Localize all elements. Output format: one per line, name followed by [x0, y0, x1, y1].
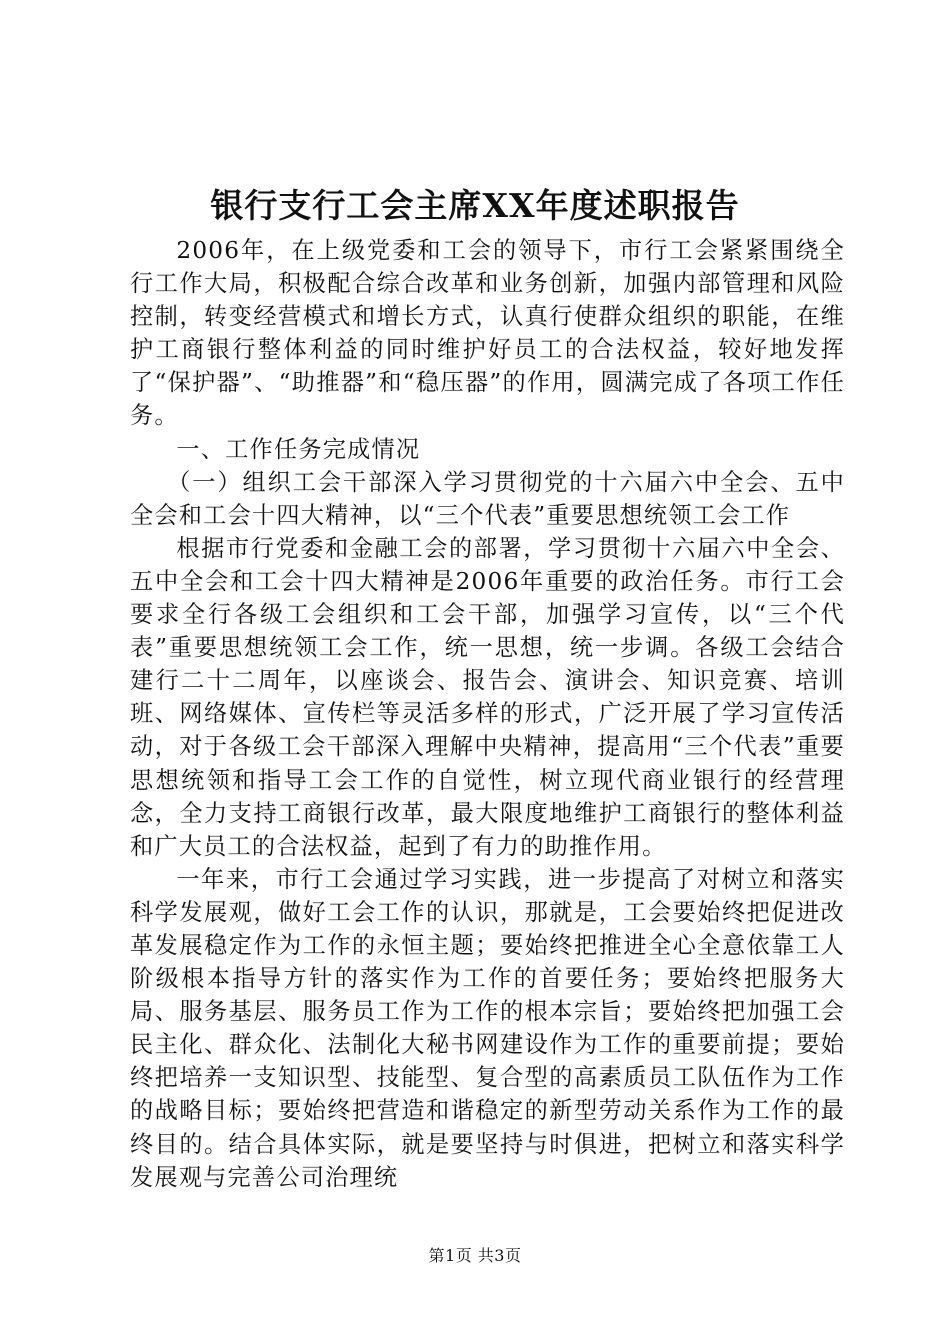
paragraph-intro: 2006年，在上级党委和工会的领导下，市行工会紧紧围绕全行工作大局，积极配合综合改革和业务创新，加强内部管理和风险控制，转变经营模式和增长方式，认真行使群众组织的职能，在维护工商银行整体利益的同时维护好员工的合法权益，较好地发挥了“保护器”、“助推器”和“稳压器”的作用，圆满完成了各项工作任务。 [130, 237, 845, 430]
page-number: 第1页 共3页 [428, 1246, 522, 1265]
document-title: 银行支行工会主席XX年度述职报告 [210, 186, 740, 225]
section-heading: 一、工作任务完成情况 [176, 435, 421, 463]
paragraph-practice: 一年来，市行工会通过学习实践，进一步提高了对树立和落实科学发展观，做好工会工作的认识，那就是，工会要始终把促进改革发展稳定作为工作的永恒主题；要始终把推进全心全意依靠工人阶级根本指导方针的落实作为工作的首要任务；要始终把服务大局、服务基层、服务员工作为工作的根本宗旨；要始终把加强工会民主化、群众化、法制化大秘书网建设作为工作的重要前提；要始终把培养一支知识型、技能型、复合型的高素质员工队伍作为工作的战略目标；要始终把营造和谐稳定的新型劳动关系作为工作的最终目的。结合具体实际，就是要坚持与时俱进，把树立和落实科学发展观与完善公司治理统 [130, 865, 845, 1191]
subsection-heading: （一）组织工会干部深入学习贯彻党的十六届六中全会、五中全会和工会十四大精神，以“三个代表”重要思想统领工会工作 [130, 468, 845, 529]
document-body [130, 234, 845, 1194]
paragraph-study: 根据市行党委和金融工会的部署，学习贯彻十六届六中全会、五中全会和工会十四大精神是2006年重要的政治任务。市行工会要求全行各级工会组织和工会干部，加强学习宣传，以“三个代表”重要思想统领工会工作，统一思想，统一步调。各级工会结合建行二十二周年，以座谈会、报告会、演讲会、知识竞赛、培训班、网络媒体、宣传栏等灵活多样的形式，广泛开展了学习宣传活动，对于各级工会干部深入理解中央精神，提高用“三个代表”重要思想统领和指导工会工作的自觉性，树立现代商业银行的经营理念，全力支持工商银行改革，最大限度地维护工商银行的整体利益和广大员工的合法权益，起到了有力的助推作用。 [130, 534, 845, 860]
